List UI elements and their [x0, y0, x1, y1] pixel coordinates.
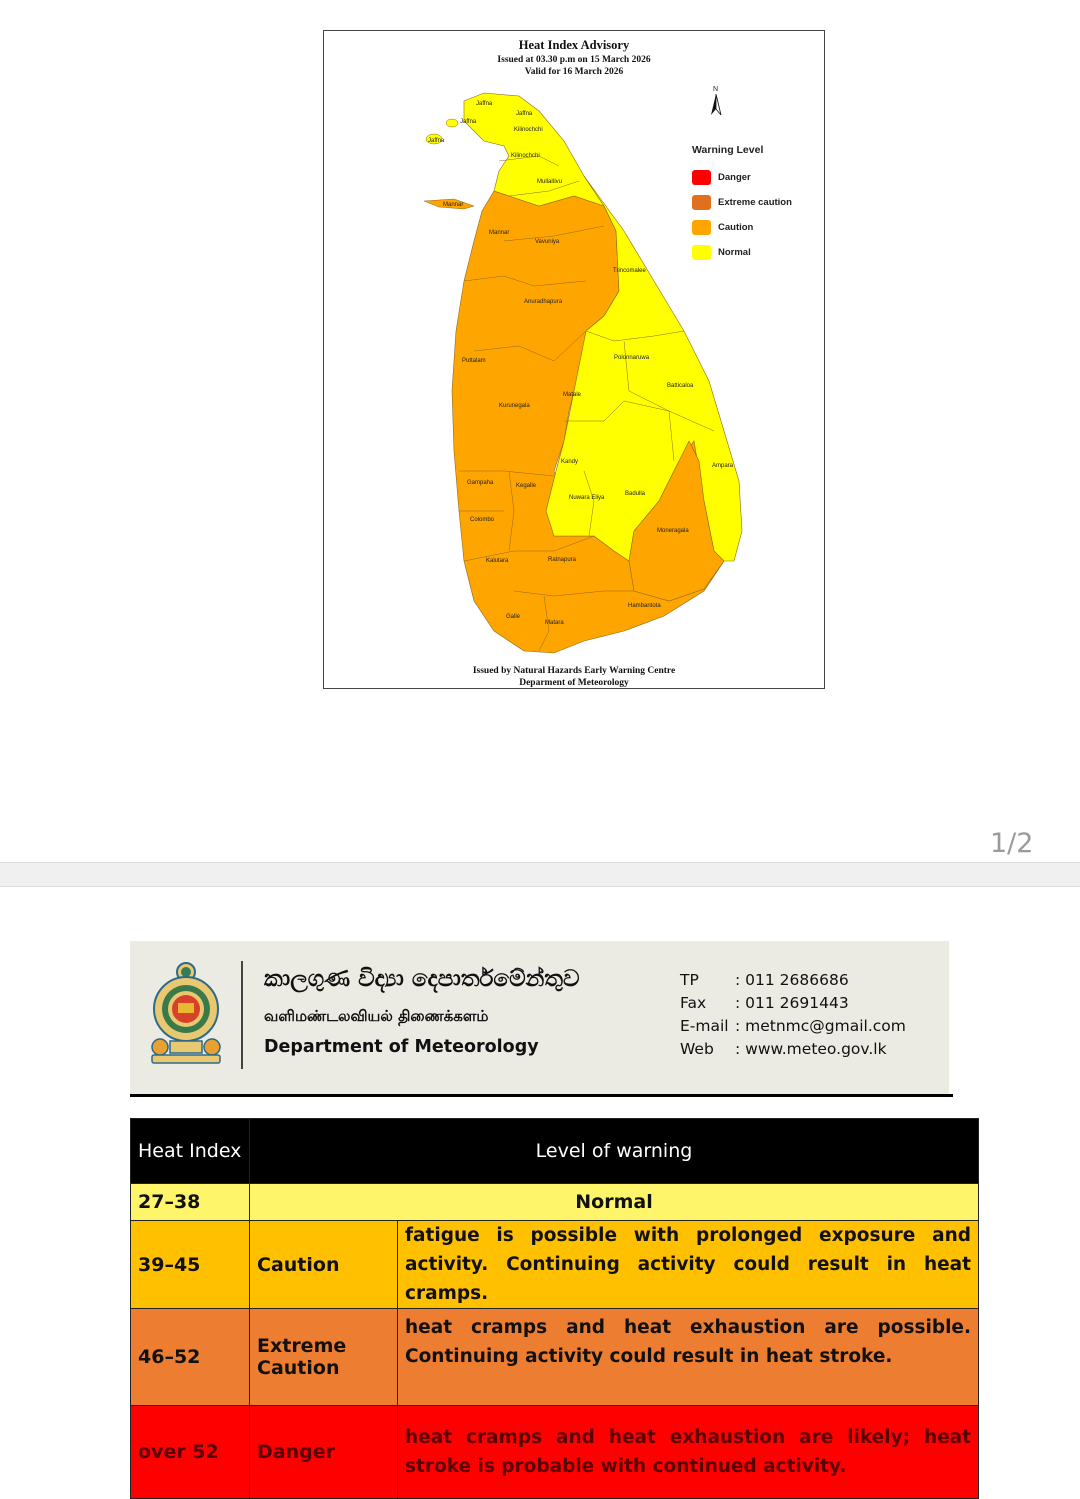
label-kalutara: Kalutara: [486, 558, 509, 564]
heat-index-table: [130, 1118, 979, 1499]
sri-lanka-heat-map: [324, 31, 826, 690]
label-polonnaruwa: Polonnaruwa: [614, 355, 650, 361]
label-kilinochchi: Kilinochchi: [511, 153, 540, 159]
contact-key: Web: [680, 1039, 714, 1058]
label-gampaha: Gampaha: [467, 480, 494, 486]
legend-item-normal: [692, 240, 822, 265]
normal-north-region: [464, 93, 604, 206]
label-hambantota: Hambantota: [628, 603, 661, 609]
heat-index-range: 27–38: [131, 1184, 250, 1221]
map-valid-date: Valid for 16 March 2026: [524, 67, 624, 77]
table-row-caution: [131, 1221, 979, 1309]
label-matale: Matale: [563, 392, 582, 398]
label-batticaloa: Batticaloa: [667, 383, 694, 389]
label-kilinochchi: Kilinochchi: [514, 127, 543, 133]
warning-level: Danger: [250, 1406, 398, 1499]
map-issued-time: Issued at 03.30 p.m on 15 March 2026: [497, 55, 651, 65]
header-divider: [241, 961, 243, 1069]
contact-key: Fax: [680, 993, 707, 1012]
legend-label: Extreme caution: [718, 197, 792, 208]
label-jaffna: Jaffna: [460, 119, 477, 125]
heat-index-range: 39–45: [131, 1221, 250, 1309]
label-ratnapura: Ratnapura: [548, 557, 577, 563]
map-legend: [692, 144, 822, 265]
contact-value: : www.meteo.gov.lk: [735, 1039, 887, 1058]
department-name-english: Department of Meteorology: [264, 1037, 539, 1057]
header-heat-index: Heat Index: [131, 1119, 250, 1184]
contact-fax: [680, 991, 906, 1014]
table-header-row: [131, 1119, 979, 1184]
label-mannar: Mannar: [443, 202, 464, 208]
label-ampara: Ampara: [712, 463, 734, 469]
legend-item-extreme-caution: [692, 190, 822, 215]
label-jaffna: Jaffna: [428, 138, 445, 144]
page-counter: 1/2: [990, 828, 1034, 859]
legend-label: Danger: [718, 172, 751, 183]
contact-key: TP: [680, 970, 699, 989]
label-nuwara-eliya: Nuwara Eliya: [569, 495, 605, 501]
contact-value: : 011 2686686: [735, 970, 849, 989]
label-jaffna: Jaffna: [516, 111, 533, 117]
warning-level: Normal: [250, 1184, 979, 1221]
jaffna-island: [446, 119, 458, 127]
table-row-danger: [131, 1406, 979, 1499]
legend-item-caution: [692, 215, 822, 240]
warning-level: Extreme Caution: [250, 1309, 398, 1406]
table-row-extreme-caution: [131, 1309, 979, 1406]
contact-info: [680, 968, 906, 1060]
legend-label: Caution: [718, 222, 754, 233]
label-colombo: Colombo: [470, 517, 495, 523]
label-moneragala: Moneragala: [657, 528, 689, 534]
map-footer-department: Deparment of Meteorology: [519, 678, 629, 688]
label-puttalam: Puttalam: [462, 358, 486, 364]
contact-email: [680, 1014, 906, 1037]
map-title: Heat Index Advisory: [518, 38, 630, 52]
warning-description: heat cramps and heat exhaustion are possible. Continuing activity could result in heat stroke.: [398, 1309, 979, 1406]
warning-level: Caution: [250, 1221, 398, 1309]
label-vavuniya: Vavuniya: [535, 239, 560, 245]
map-footer-issuer: Issued by Natural Hazards Early Warning Centre: [472, 666, 676, 676]
department-name-tamil: வளிமண்டலவியல் திணைக்களம்: [264, 1007, 489, 1025]
heat-index-range: over 52: [131, 1406, 250, 1499]
legend-label: Normal: [718, 247, 751, 258]
label-kandy: Kandy: [561, 459, 579, 465]
department-name-sinhala: කාලගුණ විද්‍යා දෙපාර්තමේන්තුව: [264, 966, 580, 992]
legend-item-danger: [692, 165, 822, 190]
table-row-normal: [131, 1184, 979, 1221]
legend-swatch-normal: [692, 245, 711, 260]
legend-swatch-extreme-caution: [692, 195, 711, 210]
label-anuradhapura: Anuradhapura: [524, 299, 563, 305]
sri-lanka-emblem-icon: [150, 961, 222, 1065]
department-letterhead: [130, 941, 949, 1094]
label-jaffna: Jaffna: [476, 101, 493, 107]
contact-value: : metnmc@gmail.com: [735, 1016, 906, 1035]
legend-swatch-danger: [692, 170, 711, 185]
warning-description: heat cramps and heat exhaustion are likely; heat stroke is probable with continued activity.: [398, 1406, 979, 1499]
heat-index-range: 46–52: [131, 1309, 250, 1406]
label-trincomalee: Trincomalee: [613, 268, 646, 274]
label-kurunegala: Kurunegala: [499, 403, 530, 409]
label-badulla: Badulla: [625, 491, 646, 497]
heat-index-map-page: [323, 30, 825, 689]
letterhead-underline: [130, 1094, 953, 1097]
warning-description: fatigue is possible with prolonged exposure and activity. Continuing activity could result in heat cramps.: [398, 1221, 979, 1309]
svg-text:N: N: [713, 86, 719, 93]
label-kegalle: Kegalle: [516, 483, 537, 489]
contact-value: : 011 2691443: [735, 993, 849, 1012]
label-mannar: Mannar: [489, 230, 510, 236]
contact-telephone: [680, 968, 906, 991]
contact-web: [680, 1037, 906, 1060]
north-arrow-icon: [709, 83, 723, 117]
legend-swatch-caution: [692, 220, 711, 235]
header-level-of-warning: Level of warning: [250, 1119, 979, 1184]
contact-key: E-mail: [680, 1016, 729, 1035]
label-mullaitivu: Mullaitivu: [537, 179, 563, 185]
label-matara: Matara: [545, 620, 564, 626]
legend-title: Warning Level: [692, 144, 764, 156]
page-separator: [0, 862, 1080, 887]
label-galle: Galle: [506, 614, 521, 620]
